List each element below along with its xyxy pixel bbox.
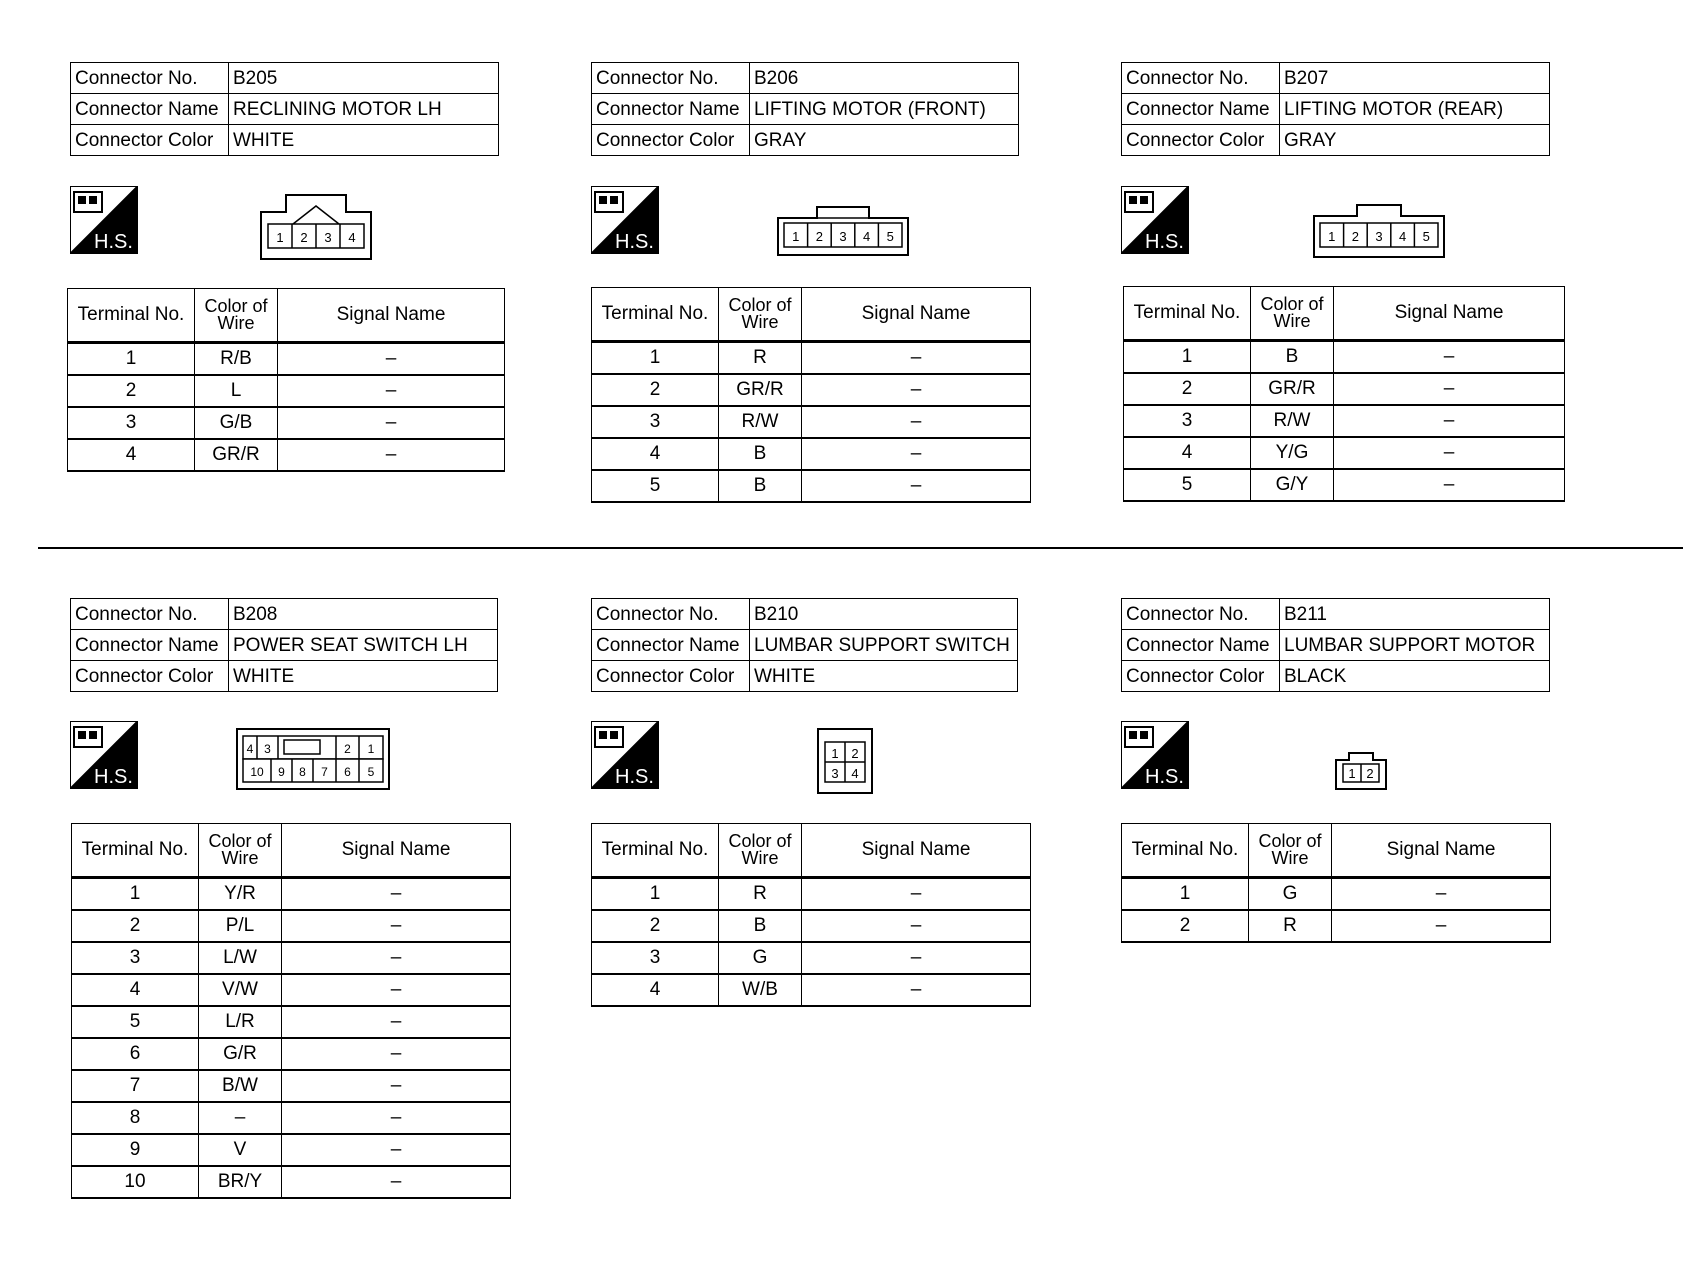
terminal-cell: 3	[592, 942, 719, 974]
terminal-table	[591, 823, 1031, 1007]
signal-name-header: Signal Name	[278, 289, 505, 343]
table-row	[72, 1038, 511, 1070]
connector-info-table	[591, 598, 1018, 692]
pin-label: 3	[264, 742, 271, 756]
wire-cell: B	[719, 910, 802, 942]
wire-cell: B	[719, 438, 802, 470]
connector-color-label: Connector Color	[592, 661, 750, 692]
connector-no-value: B207	[1280, 63, 1550, 94]
terminal-cell: 6	[72, 1038, 199, 1070]
hs-label: H.S.	[615, 231, 654, 253]
signal-name-header: Signal Name	[282, 824, 511, 878]
wire-cell: G/Y	[1251, 469, 1334, 501]
hs-label: H.S.	[94, 766, 133, 788]
table-row	[68, 407, 505, 439]
connector-no-label: Connector No.	[1122, 599, 1280, 630]
connector-name-label: Connector Name	[1122, 630, 1280, 661]
terminal-cell: 8	[72, 1102, 199, 1134]
table-row	[68, 343, 505, 376]
signal-name-header: Signal Name	[1334, 287, 1565, 341]
wire-cell: R/B	[195, 343, 278, 376]
wire-cell: G/R	[199, 1038, 282, 1070]
wire-cell: R/W	[719, 406, 802, 438]
section-divider	[38, 547, 1683, 549]
terminal-cell: 1	[68, 343, 195, 376]
signal-cell: –	[802, 942, 1031, 974]
wire-cell: B	[719, 470, 802, 502]
wire-cell: GR/R	[195, 439, 278, 471]
terminal-no-header: Terminal No.	[1122, 824, 1249, 878]
connector-info-table	[70, 598, 498, 692]
terminal-cell: 1	[592, 878, 719, 911]
terminal-no-header: Terminal No.	[592, 824, 719, 878]
connector-color-label: Connector Color	[71, 661, 229, 692]
signal-cell: –	[802, 438, 1031, 470]
wire-cell: Y/G	[1251, 437, 1334, 469]
connector-info-table	[591, 62, 1019, 156]
color-of-wire-header: Color of Wire	[719, 288, 802, 342]
terminal-cell: 4	[592, 974, 719, 1006]
connector-block-b207	[1121, 62, 1591, 495]
pin-label: 1	[1328, 229, 1336, 244]
wire-cell: GR/R	[1251, 373, 1334, 405]
terminal-table	[1123, 286, 1565, 502]
connector-info-table	[1121, 62, 1550, 156]
table-row	[72, 974, 511, 1006]
table-row	[1124, 469, 1565, 501]
pin-label: 1	[792, 229, 800, 244]
connector-name-value: RECLINING MOTOR LH	[229, 94, 499, 125]
pin-label: 1	[1348, 766, 1356, 781]
connector-name-value: LUMBAR SUPPORT SWITCH	[750, 630, 1018, 661]
connector-no-label: Connector No.	[592, 63, 750, 94]
pin-label: 5	[886, 229, 894, 244]
table-row	[592, 374, 1031, 406]
pin-label: 5	[1422, 229, 1430, 244]
terminal-no-header: Terminal No.	[1124, 287, 1251, 341]
table-row	[72, 910, 511, 942]
terminal-cell: 2	[72, 910, 199, 942]
terminal-cell: 4	[68, 439, 195, 471]
terminal-no-header: Terminal No.	[72, 824, 199, 878]
pin-label: 6	[344, 765, 351, 779]
table-row	[1124, 405, 1565, 437]
connector-name-value: LUMBAR SUPPORT MOTOR	[1280, 630, 1550, 661]
connector-name-value: POWER SEAT SWITCH LH	[229, 630, 498, 661]
table-row	[592, 910, 1031, 942]
pin-label: 4	[1398, 229, 1407, 244]
terminal-cell: 1	[72, 878, 199, 911]
wire-cell: G/B	[195, 407, 278, 439]
signal-cell: –	[282, 942, 511, 974]
signal-cell: –	[282, 1134, 511, 1166]
table-row	[592, 406, 1031, 438]
connector-info-table	[1121, 598, 1550, 692]
wire-cell: R	[719, 878, 802, 911]
connector-color-value: GRAY	[1280, 125, 1550, 156]
pin-label: 2	[300, 230, 308, 245]
pin-label: 2	[1366, 766, 1374, 781]
signal-cell: –	[282, 1038, 511, 1070]
table-row	[72, 1006, 511, 1038]
table-row	[592, 438, 1031, 470]
signal-cell: –	[282, 1166, 511, 1198]
signal-cell: –	[802, 342, 1031, 375]
connector-no-label: Connector No.	[71, 63, 229, 94]
terminal-cell: 4	[1124, 437, 1251, 469]
connector-no-label: Connector No.	[71, 599, 229, 630]
terminal-cell: 5	[72, 1006, 199, 1038]
connector-color-value: WHITE	[229, 661, 498, 692]
color-of-wire-header: Color of Wire	[1251, 287, 1334, 341]
signal-cell: –	[1332, 910, 1551, 942]
terminal-cell: 2	[68, 375, 195, 407]
pin-label: 4	[246, 742, 254, 756]
pin-label: 4	[851, 766, 859, 781]
connector-color-label: Connector Color	[1122, 125, 1280, 156]
signal-cell: –	[278, 343, 505, 376]
connector-block-b210	[591, 598, 1061, 1000]
signal-cell: –	[282, 878, 511, 911]
table-row	[72, 1102, 511, 1134]
terminal-cell: 10	[72, 1166, 199, 1198]
connector-color-label: Connector Color	[592, 125, 750, 156]
wire-cell: P/L	[199, 910, 282, 942]
table-row	[72, 1166, 511, 1198]
pin-label: 2	[815, 229, 824, 244]
terminal-cell: 2	[1124, 373, 1251, 405]
hs-label: H.S.	[615, 766, 654, 788]
connector-color-label: Connector Color	[71, 125, 229, 156]
connector-name-label: Connector Name	[592, 94, 750, 125]
signal-cell: –	[278, 375, 505, 407]
signal-cell: –	[1334, 341, 1565, 374]
signal-cell: –	[802, 374, 1031, 406]
pin-label: 8	[299, 765, 306, 779]
harness-side-icon	[70, 721, 138, 789]
connector-color-value: WHITE	[229, 125, 499, 156]
terminal-cell: 9	[72, 1134, 199, 1166]
table-row	[72, 878, 511, 911]
wire-cell: GR/R	[719, 374, 802, 406]
signal-cell: –	[802, 878, 1031, 911]
wire-cell: BR/Y	[199, 1166, 282, 1198]
pin-label: 7	[321, 765, 328, 779]
terminal-cell: 3	[1124, 405, 1251, 437]
color-of-wire-header: Color of Wire	[719, 824, 802, 878]
table-row	[1122, 910, 1551, 942]
harness-side-icon	[591, 186, 659, 254]
terminal-cell: 1	[1124, 341, 1251, 374]
terminal-cell: 3	[592, 406, 719, 438]
signal-cell: –	[802, 406, 1031, 438]
pin-label: 9	[278, 765, 285, 779]
signal-cell: –	[282, 910, 511, 942]
signal-name-header: Signal Name	[802, 824, 1031, 878]
terminal-cell: 4	[592, 438, 719, 470]
wire-cell: L	[195, 375, 278, 407]
pin-label: 3	[839, 229, 847, 244]
terminal-cell: 1	[592, 342, 719, 375]
color-of-wire-header: Color of Wire	[1249, 824, 1332, 878]
connector-name-label: Connector Name	[71, 94, 229, 125]
signal-cell: –	[1334, 373, 1565, 405]
table-row	[1122, 878, 1551, 911]
pin-label: 5	[367, 765, 375, 779]
connector-name-label: Connector Name	[592, 630, 750, 661]
harness-side-icon	[70, 186, 138, 254]
signal-cell: –	[802, 910, 1031, 942]
connector-face-icon	[777, 204, 909, 256]
terminal-cell: 1	[1122, 878, 1249, 911]
connector-name-label: Connector Name	[71, 630, 229, 661]
wire-cell: L/W	[199, 942, 282, 974]
connector-block-b211	[1121, 598, 1591, 936]
terminal-no-header: Terminal No.	[592, 288, 719, 342]
table-row	[72, 1070, 511, 1102]
signal-cell: –	[1334, 405, 1565, 437]
connector-face-icon	[1335, 752, 1387, 790]
connector-info-table	[70, 62, 499, 156]
pin-label: 1	[831, 746, 839, 761]
connector-no-label: Connector No.	[1122, 63, 1280, 94]
signal-name-header: Signal Name	[1332, 824, 1551, 878]
pin-label: 3	[1375, 229, 1383, 244]
terminal-cell: 5	[1124, 469, 1251, 501]
connector-name-value: LIFTING MOTOR (REAR)	[1280, 94, 1550, 125]
table-row	[68, 439, 505, 471]
table-row	[592, 942, 1031, 974]
signal-cell: –	[802, 974, 1031, 1006]
connector-block-b208	[70, 598, 540, 1192]
table-row	[1124, 437, 1565, 469]
connector-no-label: Connector No.	[592, 599, 750, 630]
signal-cell: –	[282, 1006, 511, 1038]
connector-no-value: B206	[750, 63, 1019, 94]
terminal-table	[1121, 823, 1551, 943]
connector-face-icon	[260, 194, 372, 260]
table-row	[592, 878, 1031, 911]
terminal-cell: 4	[72, 974, 199, 1006]
connector-name-label: Connector Name	[1122, 94, 1280, 125]
signal-cell: –	[1334, 469, 1565, 501]
wire-cell: G	[1249, 878, 1332, 911]
table-row	[72, 1134, 511, 1166]
pin-label: 2	[1351, 229, 1360, 244]
pin-label: 4	[348, 230, 356, 245]
signal-name-header: Signal Name	[802, 288, 1031, 342]
connector-face-icon	[236, 728, 390, 790]
wire-cell: B/W	[199, 1070, 282, 1102]
connector-no-value: B210	[750, 599, 1018, 630]
pin-label: 4	[862, 229, 871, 244]
table-row	[592, 974, 1031, 1006]
terminal-cell: 5	[592, 470, 719, 502]
signal-cell: –	[278, 439, 505, 471]
signal-cell: –	[282, 1102, 511, 1134]
hs-label: H.S.	[1145, 766, 1184, 788]
connector-color-value: WHITE	[750, 661, 1018, 692]
signal-cell: –	[278, 407, 505, 439]
connector-color-value: GRAY	[750, 125, 1019, 156]
table-row	[592, 342, 1031, 375]
connector-color-label: Connector Color	[1122, 661, 1280, 692]
table-row	[1124, 373, 1565, 405]
table-row	[1124, 341, 1565, 374]
connector-no-value: B211	[1280, 599, 1550, 630]
signal-cell: –	[1332, 878, 1551, 911]
color-of-wire-header: Color of Wire	[199, 824, 282, 878]
harness-side-icon	[591, 721, 659, 789]
terminal-table	[71, 823, 511, 1199]
terminal-no-header: Terminal No.	[68, 289, 195, 343]
connector-block-b205	[70, 62, 540, 465]
pin-label: 3	[324, 230, 332, 245]
terminal-cell: 7	[72, 1070, 199, 1102]
wire-cell: Y/R	[199, 878, 282, 911]
hs-label: H.S.	[94, 231, 133, 253]
wire-cell: L/R	[199, 1006, 282, 1038]
table-row	[72, 942, 511, 974]
terminal-cell: 2	[592, 910, 719, 942]
table-row	[68, 375, 505, 407]
terminal-cell: 2	[592, 374, 719, 406]
terminal-cell: 3	[72, 942, 199, 974]
signal-cell: –	[1334, 437, 1565, 469]
connector-face-icon	[817, 728, 873, 794]
signal-cell: –	[282, 1070, 511, 1102]
wire-cell: –	[199, 1102, 282, 1134]
connector-block-b206	[591, 62, 1061, 496]
pin-label: 1	[276, 230, 284, 245]
signal-cell: –	[282, 974, 511, 1006]
terminal-cell: 3	[68, 407, 195, 439]
pin-label: 10	[250, 765, 264, 779]
table-row	[592, 470, 1031, 502]
connector-name-value: LIFTING MOTOR (FRONT)	[750, 94, 1019, 125]
harness-side-icon	[1121, 186, 1189, 254]
connector-color-value: BLACK	[1280, 661, 1550, 692]
connector-no-value: B205	[229, 63, 499, 94]
wire-cell: R/W	[1251, 405, 1334, 437]
pin-label: 2	[344, 742, 351, 756]
harness-side-icon	[1121, 721, 1189, 789]
hs-label: H.S.	[1145, 231, 1184, 253]
wire-cell: R	[719, 342, 802, 375]
wire-cell: V	[199, 1134, 282, 1166]
wire-cell: R	[1249, 910, 1332, 942]
wire-cell: G	[719, 942, 802, 974]
connector-no-value: B208	[229, 599, 498, 630]
wire-cell: W/B	[719, 974, 802, 1006]
connector-face-icon	[1313, 202, 1445, 258]
wire-cell: B	[1251, 341, 1334, 374]
pin-label: 1	[367, 742, 375, 756]
terminal-cell: 2	[1122, 910, 1249, 942]
pin-label: 2	[851, 746, 859, 761]
color-of-wire-header: Color of Wire	[195, 289, 278, 343]
wire-cell: V/W	[199, 974, 282, 1006]
pin-label: 3	[831, 766, 839, 781]
signal-cell: –	[802, 470, 1031, 502]
terminal-table	[67, 288, 505, 472]
terminal-table	[591, 287, 1031, 503]
